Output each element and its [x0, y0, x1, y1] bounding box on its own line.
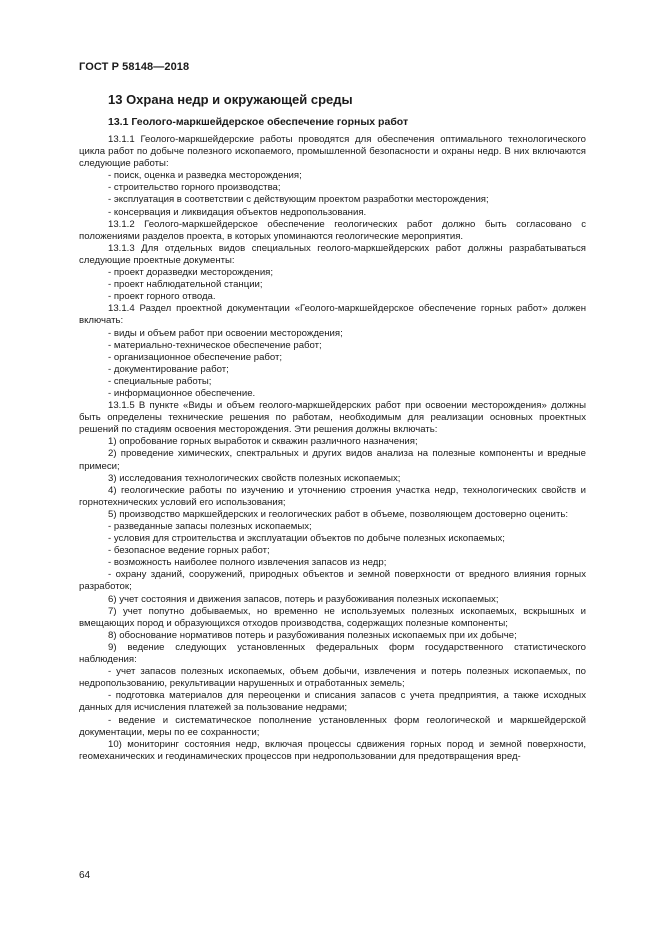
paragraph: 10) мониторинг состояния недр, включая процессы сдвижения горных пород и земной поверхности, геомеханических и геодинамических процессов при недропользовании для предотвращения вред- [79, 738, 586, 762]
list-item: - условия для строительства и эксплуатации объектов по добыче полезных ископаемых; [108, 533, 505, 545]
section-title: 13 Охрана недр и окружающей среды [108, 92, 353, 107]
paragraph: 13.1.5 В пункте «Виды и объем геолого-маркшейдерских работ при освоении месторождения» должны быть определены технические решения по работам, необходимым для реализации основных проектных решений по стадиям освоения месторождения. Эти решения должны включать: [79, 400, 586, 436]
paragraph: 8) обоснование нормативов потерь и разубоживания полезных ископаемых при их добыче; [108, 629, 517, 641]
list-item: - документирование работ; [108, 363, 229, 375]
list-item: - эксплуатация в соответствии с действующим проектом разработки месторождения; [108, 194, 489, 206]
list-item: - информационное обеспечение. [108, 387, 256, 399]
list-item: - проект горного отвода. [108, 291, 216, 303]
paragraph: - учет запасов полезных ископаемых, объем добычи, извлечения и потерь полезных ископаемых, по недропользованию, рекультивации нарушенных и отработанных земель; [79, 666, 586, 690]
paragraph: - ведение и систематическое пополнение установленных форм геологической и маркшейдерской документации, меры по ее сохранности; [79, 714, 586, 738]
paragraph: 13.1.2 Геолого-маркшейдерское обеспечение геологических работ должно быть согласовано с положениями разделов проекта, в которых упоминаются геологические мероприятия. [79, 218, 586, 242]
paragraph: - подготовка материалов для переоценки и списания запасов с учета предприятия, а также исходных данных для исчисления платежей за пользование недрами; [79, 690, 586, 714]
list-item: - виды и объем работ при освоении месторождения; [108, 327, 343, 339]
list-item: - консервация и ликвидация объектов недропользования. [108, 206, 367, 218]
list-item: - строительство горного производства; [108, 182, 281, 194]
list-item: - безопасное ведение горных работ; [108, 545, 270, 557]
list-item: - проект наблюдательной станции; [108, 279, 263, 291]
list-item: - специальные работы; [108, 375, 212, 387]
paragraph: 3) исследования технологических свойств полезных ископаемых; [108, 472, 401, 484]
list-item: - материально-техническое обеспечение работ; [108, 339, 322, 351]
paragraph: 6) учет состояния и движения запасов, потерь и разубоживания полезных ископаемых; [108, 593, 499, 605]
paragraph: - охрану зданий, сооружений, природных объектов и земной поверхности от вредного влияния горных разработок; [79, 569, 586, 593]
document-body [79, 134, 586, 763]
list-item: - организационное обеспечение работ; [108, 351, 283, 363]
page-number: 64 [79, 870, 91, 881]
paragraph: 13.1.1 Геолого-маркшейдерские работы проводятся для обеспечения оптимального технологического цикла работ по добыче полезного ископаемого, промышленной безопасности и охраны недр. В них включаются следующие работы: [79, 134, 586, 170]
subsection-title: 13.1 Геолого-маркшейдерское обеспечение горных работ [108, 116, 409, 128]
document-header: ГОСТ Р 58148—2018 [79, 61, 190, 73]
paragraph: 7) учет попутно добываемых, но временно не используемых полезных ископаемых, вскрышных и вмещающих пород и образующихся отходов производства, содержащих полезные компоненты; [79, 605, 586, 629]
paragraph: 13.1.4 Раздел проектной документации «Геолого-маркшейдерское обеспечение горных работ» должен включать: [79, 303, 586, 327]
list-item: - поиск, оценка и разведка месторождения; [108, 170, 302, 182]
paragraph: 13.1.3 Для отдельных видов специальных геолого-маркшейдерских работ должны разрабатываться следующие проектные документы: [79, 242, 586, 266]
list-item: - возможность наиболее полного извлечения запасов из недр; [108, 557, 387, 569]
list-item: - разведанные запасы полезных ископаемых; [108, 521, 312, 532]
paragraph: 9) ведение следующих установленных федеральных форм государственного статистического наблюдения: [79, 641, 586, 666]
paragraph: 1) опробование горных выработок и скважин различного назначения; [108, 436, 418, 448]
paragraph: 2) проведение химических, спектральных и других видов анализа на полезные компоненты и вредные примеси; [79, 448, 586, 472]
paragraph: 5) производство маркшейдерских и геологических работ в объеме, позволяющем достоверно оценить: [108, 508, 569, 520]
list-item: - проект доразведки месторождения; [108, 267, 274, 279]
paragraph: 4) геологические работы по изучению и уточнению строения участка недр, технологических свойств и горнотехнических условий его использования; [79, 484, 586, 508]
